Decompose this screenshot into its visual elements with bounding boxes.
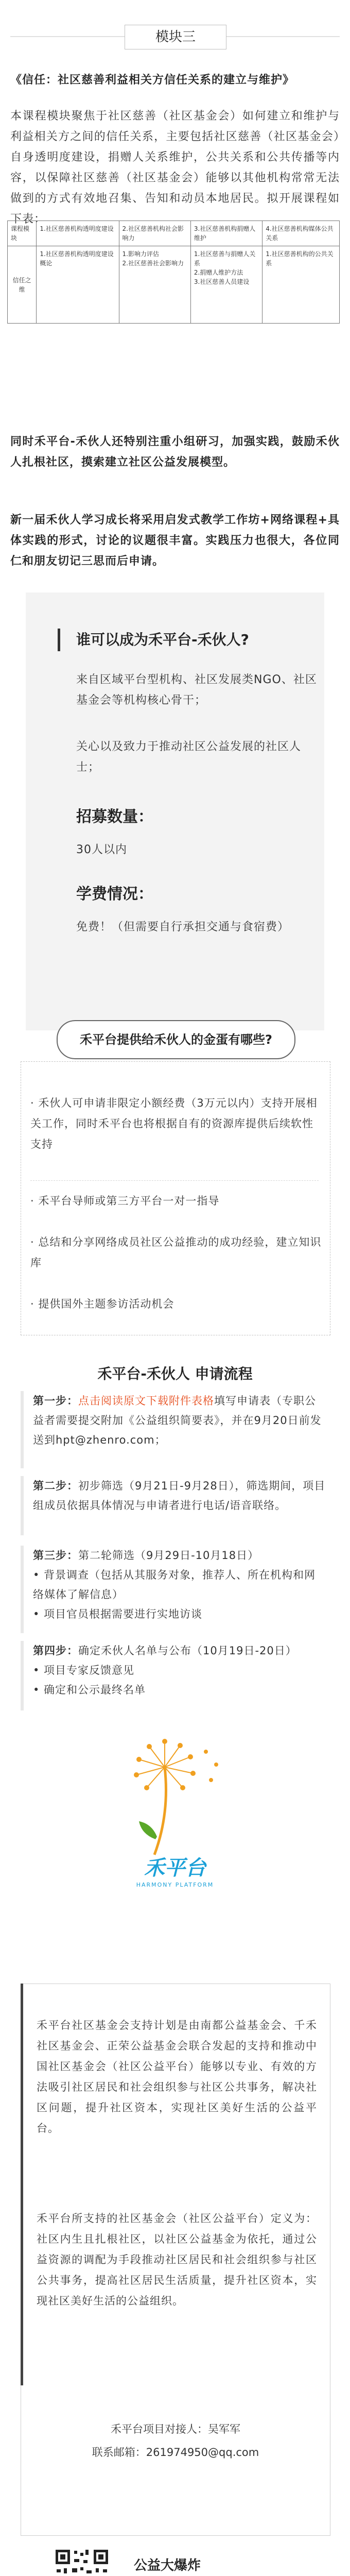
step-bullet: • 项目官员根据需要进行实地访谈 (33, 1608, 203, 1620)
divider (10, 36, 125, 37)
table-cell: 1.社区慈善机构透明度建设概论 (37, 246, 119, 324)
table-header-cell: 1.社区慈善机构透明度建设 (37, 221, 119, 246)
step-text: 第二轮筛选（9月29日-10月18日） (78, 1549, 259, 1562)
title-accent-bar (58, 629, 60, 651)
table-header-cell: 课程模块 (8, 221, 37, 246)
step-rail (21, 1546, 24, 1633)
step-rail (21, 1391, 24, 1468)
download-link[interactable]: 点击阅读原文下载附件表格 (78, 1395, 214, 1407)
benefits-box (21, 1061, 330, 1335)
step-rail (21, 1476, 24, 1535)
step-rail (21, 1641, 24, 1710)
step-label: 第四步： (33, 1645, 78, 1657)
quota-label: 招募数量： (76, 808, 153, 826)
benefit-item: · 禾平台导师或第三方平台一对一指导 (30, 1195, 220, 1207)
process-title: 禾平台-禾伙人 申请流程 (97, 1365, 253, 1382)
benefit-item: · 总结和分享网络成员社区公益推动的成功经验，建立知识库 (30, 1236, 322, 1269)
step-1 (33, 1391, 326, 1450)
logo-subtitle: HARMONY PLATFORM (136, 1882, 214, 1888)
eligibility-box (26, 592, 324, 1030)
module-header (0, 19, 350, 55)
process-section (21, 1391, 329, 1710)
fee-label: 学费情况： (76, 885, 153, 903)
step-bullet: • 背景调查（包括从其服务对象，推荐人、所在机构和网络媒体了解信息） (33, 1569, 316, 1601)
program-description: 禾平台社区基金会支持计划是由南都公益基金会、千禾社区基金会、正荣公益基金会联合发起的支持和推动中国社区基金会（社区公益平台）能够以专业、有效的方法吸引社区居民和社会组织参与社区公共事务，解决社区问题，提升社区资本，实现社区美好生活的公益平台。 (37, 2019, 317, 2134)
benefit-item: · 提供国外主题参访活动机会 (30, 1298, 174, 1310)
contact-email[interactable]: 联系邮箱：261974950@qq.com (92, 2446, 259, 2459)
harmony-platform-logo (87, 1736, 262, 1973)
step-bullet: • 确定和公示最终名单 (33, 1684, 146, 1696)
step-label: 第二步： (33, 1480, 78, 1492)
table-header-row (8, 221, 340, 246)
course-table (7, 221, 340, 324)
contact-person: 禾平台项目对接人：吴军军 (111, 2423, 240, 2435)
table-row-label: 信任之维 (8, 246, 37, 324)
step-label: 第一步： (33, 1395, 78, 1407)
step-label: 第三步： (33, 1549, 78, 1562)
eligibility-item: 来自区域平台型机构、社区发展类NGO、社区基金会等机构核心骨干； (76, 673, 317, 707)
module-title: 模块三 (125, 25, 226, 49)
qr-code-icon (54, 2548, 110, 2576)
table-header-cell: 3.社区慈善机构捐赠人维护 (190, 221, 262, 246)
practice-paragraph: 同时禾平台-禾伙人还特别注重小组研习，加强实践，鼓励禾伙人扎根社区，摸索建立社区公益发展模型。 (10, 435, 340, 469)
benefit-item: · 禾伙人可申请非限定小额经费（3万元以内）支持开展相关工作，同时禾平台也将根据自有的资源库提供后续软性支持 (30, 1097, 318, 1150)
table-row (8, 246, 340, 324)
step-2 (33, 1476, 326, 1515)
program-info-box (21, 1984, 330, 2536)
intro-section (10, 70, 340, 230)
table-cell: 1.社区慈善机构的公共关系 (262, 246, 340, 324)
info-accent-bar (21, 1984, 23, 2385)
step-4 (33, 1641, 326, 1700)
intro-body: 本课程模块聚焦于社区慈善（社区基金会）如何建立和维护与利益相关方之间的信任关系，主要包括社区慈善（社区基金会）自身透明度建设，捐赠人关系维护，公共关系和公共传播等内容，以保障社区慈善（社区基金会）能够以其他机构常常无法做到的方式有效地召集、告知和动员本地居民。拟开展课程如下表： (10, 110, 340, 226)
step-3 (33, 1546, 326, 1624)
divider (30, 1180, 319, 1181)
intro-heading: 《信任：社区慈善利益相关方信任关系的建立与维护》 (10, 74, 295, 87)
step-text: 确定禾伙人名单与公布（10月19日-20日） (78, 1645, 297, 1657)
learning-paragraph: 新一届禾伙人学习成长将采用启发式教学工作坊+网络课程+具体实践的形式，讨论的议题很丰富。实践压力也很大，各位同仁和朋友切记三思而后申请。 (10, 514, 340, 568)
program-definition: 禾平台所支持的社区基金会（社区公益平台）定义为：社区内生且扎根社区，以社区公益基金为依托，通过公益资源的调配为手段推动社区居民和社会组织参与社区公共事务，提高社区居民生活质量，提升社区资本，实现社区美好生活的公益组织。 (37, 2212, 317, 2307)
footer-brand (134, 2555, 283, 2576)
table-header-cell: 4.社区慈善机构媒体公共关系 (262, 221, 340, 246)
eligibility-title: 谁可以成为禾平台-禾伙人? (76, 631, 249, 648)
fee-value: 免费！（但需要自行承担交通与食宿费） (76, 921, 290, 934)
step-bullet: • 项目专家反馈意见 (33, 1664, 135, 1676)
logo-wordmark: 禾平台 (144, 1856, 206, 1880)
dandelion-icon (87, 1736, 262, 1973)
footer-title: 公益大爆炸 (134, 2558, 201, 2573)
divider (225, 36, 340, 37)
table-cell: 1.影响力评估 2.社区慈善社会影响力 (119, 246, 190, 324)
benefits-title: 禾平台提供给禾伙人的金蛋有哪些? (57, 1020, 295, 1059)
table-cell: 1.社区慈善与捐赠人关系 2.捐赠人维护方法 3.社区慈善人员建设 (190, 246, 262, 324)
step-text: 初步筛选（9月21日-9月28日），筛选期间，项目组成员依据具体情况与申请者进行电话/语音联络。 (33, 1480, 326, 1512)
table-header-cell: 2.社区慈善机构社会影响力 (119, 221, 190, 246)
quota-value: 30人以内 (76, 843, 127, 856)
step-text: 填写申请表（专职公益者需要提交附加《公益组织简要表》，并在9月20日前发送到hpt@zhenro.com； (33, 1395, 322, 1446)
eligibility-item: 关心以及致力于推动社区公益发展的社区人士； (76, 740, 302, 774)
